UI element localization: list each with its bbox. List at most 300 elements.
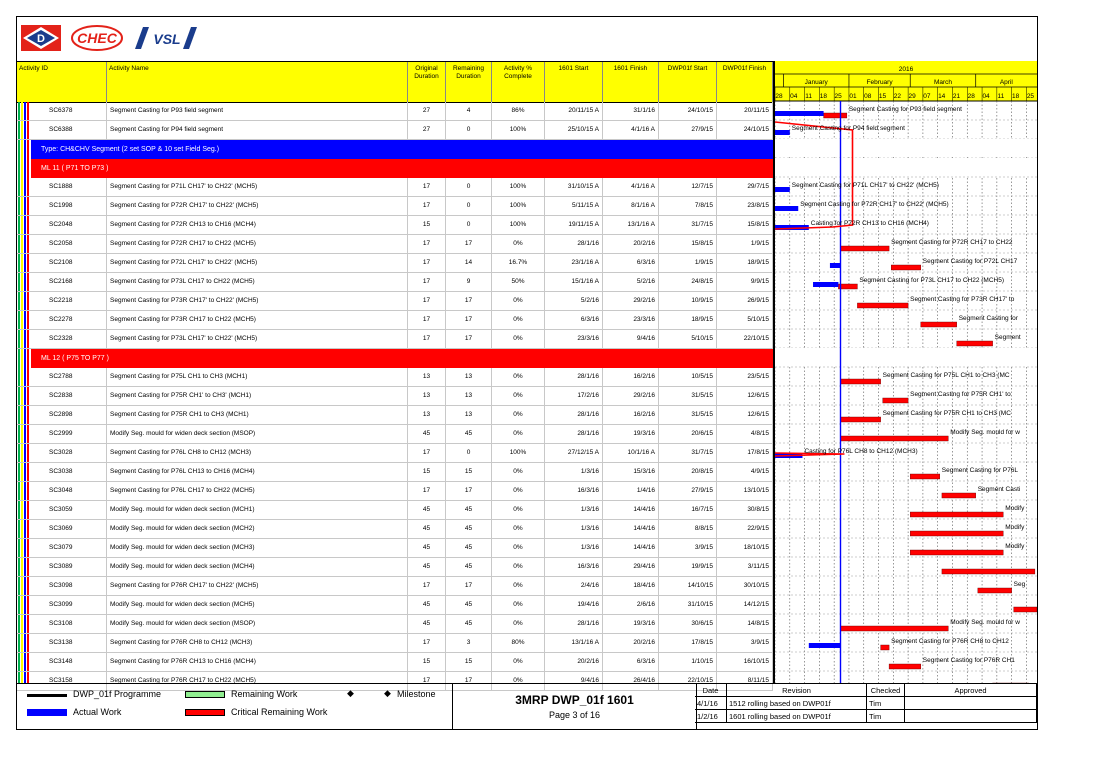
cell-fdwp: 23/8/15 xyxy=(717,197,773,215)
col-dwp01f-finish[interactable]: DWP01f Finish xyxy=(717,62,773,102)
cell-id: SC3138 xyxy=(31,634,107,652)
critical-bar xyxy=(824,113,847,118)
cell-od: 17 xyxy=(408,178,446,196)
table-row[interactable] xyxy=(17,406,773,425)
bar-label: Segment Casting for P94 field segment xyxy=(791,125,905,132)
cell-name: Modify Seg. mould for widen deck section (MSOP) xyxy=(107,615,408,633)
table-row[interactable] xyxy=(17,558,773,577)
cell-pct: 0% xyxy=(492,463,545,481)
actual-bar xyxy=(775,206,798,211)
cell-s1601: 23/1/16 A xyxy=(545,254,603,272)
col-remaining-duration[interactable]: Remaining Duration xyxy=(446,62,492,102)
critical-bar xyxy=(841,246,890,251)
col-activity-name[interactable]: Activity Name xyxy=(107,62,408,102)
timescale-month: February xyxy=(866,79,893,86)
critical-bar xyxy=(883,398,908,403)
cell-id: SC3158 xyxy=(31,672,107,690)
col-1601-finish[interactable]: 1601 Finish xyxy=(603,62,659,102)
cell-od: 13 xyxy=(408,406,446,424)
cell-fdwp: 12/6/15 xyxy=(717,406,773,424)
cell-id: SC2788 xyxy=(31,368,107,386)
cell-pct: 100% xyxy=(492,178,545,196)
cell-pct: 0% xyxy=(492,558,545,576)
cell-name: Segment Casting for P73R CH17' to CH22' (MCH5) xyxy=(107,292,408,310)
revision-header: Date xyxy=(695,684,727,697)
cell-id: SC2218 xyxy=(31,292,107,310)
cell-f1601: 5/2/16 xyxy=(603,273,659,291)
timescale-week: 07 xyxy=(923,93,931,100)
cell-sdwp: 14/10/15 xyxy=(659,577,717,595)
timescale-week: 11 xyxy=(805,93,812,100)
table-row[interactable] xyxy=(17,368,773,387)
table-row[interactable] xyxy=(17,197,773,216)
cell-rd: 45 xyxy=(446,615,492,633)
cell-id: SC6388 xyxy=(31,121,107,139)
cell-f1601: 10/1/16 A xyxy=(603,444,659,462)
timescale-week: 22 xyxy=(893,93,901,100)
cell-fdwp: 18/9/15 xyxy=(717,254,773,272)
bar-label: Seg xyxy=(1013,581,1026,588)
cell-sdwp: 30/6/15 xyxy=(659,615,717,633)
critical-bar xyxy=(838,284,857,289)
cell-s1601: 16/3/16 xyxy=(545,482,603,500)
cell-id: SC3089 xyxy=(31,558,107,576)
cell-fdwp: 9/9/15 xyxy=(717,273,773,291)
cell-s1601: 13/1/16 A xyxy=(545,634,603,652)
cell-sdwp: 16/7/15 xyxy=(659,501,717,519)
cell-s1601: 27/12/15 A xyxy=(545,444,603,462)
cell-name: Segment Casting for P76R CH8 to CH12 (MCH3) xyxy=(107,634,408,652)
cell-s1601: 1/3/16 xyxy=(545,520,603,538)
cell-od: 15 xyxy=(408,653,446,671)
cell-rd: 45 xyxy=(446,558,492,576)
cell-rd: 0 xyxy=(446,444,492,462)
cell-name: Segment Casting for P73L CH17' to CH22' (MCH5) xyxy=(107,330,408,348)
cell-pct: 50% xyxy=(492,273,545,291)
cell-rd: 13 xyxy=(446,368,492,386)
cell-s1601: 1/3/16 xyxy=(545,463,603,481)
cell-rd: 15 xyxy=(446,653,492,671)
cell-pct: 0% xyxy=(492,577,545,595)
timescale-week: 01 xyxy=(849,93,857,100)
schedule-sheet xyxy=(16,16,1038,730)
cell-f1601: 1/4/16 xyxy=(603,482,659,500)
cell-rd: 15 xyxy=(446,463,492,481)
cell-f1601: 20/2/16 xyxy=(603,235,659,253)
table-row[interactable] xyxy=(17,330,773,349)
cell-sdwp: 22/10/15 xyxy=(659,672,717,690)
cell-name: Segment Casting for P75R CH1' to CH3' (MCH1) xyxy=(107,387,408,405)
cell-fdwp: 15/8/15 xyxy=(717,216,773,234)
cell-f1601: 20/2/16 xyxy=(603,634,659,652)
cell-s1601: 1/3/16 xyxy=(545,501,603,519)
cell-name: Segment Casting for P72L CH17' to CH22' (MCH5) xyxy=(107,254,408,272)
cell-rd: 45 xyxy=(446,539,492,557)
cell-sdwp: 12/7/15 xyxy=(659,178,717,196)
cell-fdwp: 1/9/15 xyxy=(717,235,773,253)
cell-sdwp: 3/9/15 xyxy=(659,539,717,557)
cell-od: 17 xyxy=(408,254,446,272)
legend-programme-label: DWP_01f Programme xyxy=(73,689,162,699)
actual-bar xyxy=(830,263,841,268)
cell-s1601: 2/4/16 xyxy=(545,577,603,595)
legend-programme-swatch xyxy=(27,694,67,697)
cell-pct: 0% xyxy=(492,539,545,557)
legend-actual-swatch xyxy=(27,709,67,716)
timescale-week: 04 xyxy=(982,93,990,100)
cell-rd: 45 xyxy=(446,425,492,443)
table-header xyxy=(17,61,773,103)
cell-f1601: 29/2/16 xyxy=(603,387,659,405)
cell-pct: 0% xyxy=(492,292,545,310)
cell-f1601: 9/4/16 xyxy=(603,330,659,348)
cell-pct: 100% xyxy=(492,121,545,139)
cell-s1601: 28/1/16 xyxy=(545,406,603,424)
table-row[interactable] xyxy=(17,178,773,197)
actual-bar xyxy=(775,111,824,116)
cell-name: Segment Casting for P76L CH17 to CH22 (MCH5) xyxy=(107,482,408,500)
cell-f1601: 23/3/16 xyxy=(603,311,659,329)
cell-s1601: 5/11/15 A xyxy=(545,197,603,215)
cell-id: SC3148 xyxy=(31,653,107,671)
timescale-week: 18 xyxy=(819,93,827,100)
cell-id: SC3108 xyxy=(31,615,107,633)
cell-pct: 0% xyxy=(492,368,545,386)
table-row[interactable] xyxy=(17,634,773,653)
cell-sdwp: 31/7/15 xyxy=(659,216,717,234)
critical-bar xyxy=(841,379,881,384)
cell-name: Modify Seg. mould for widen deck section (MSOP) xyxy=(107,425,408,443)
cell-sdwp: 20/8/15 xyxy=(659,463,717,481)
table-row[interactable] xyxy=(17,653,773,672)
cell-f1601: 6/3/16 xyxy=(603,653,659,671)
bar-label: Segment Casting for P71L CH17' to CH22' (MCH5) xyxy=(791,182,939,189)
cell-s1601: 28/1/16 xyxy=(545,368,603,386)
cell-name: Segment Casting for P75L CH1 to CH3 (MCH1) xyxy=(107,368,408,386)
cell-s1601: 9/4/16 xyxy=(545,672,603,690)
cell-fdwp: 20/11/15 xyxy=(717,102,773,120)
legend-milestone-label: Milestone xyxy=(397,689,436,699)
cell-pct: 100% xyxy=(492,197,545,215)
cell-fdwp: 23/5/15 xyxy=(717,368,773,386)
cell-rd: 0 xyxy=(446,121,492,139)
table-row[interactable] xyxy=(17,596,773,615)
cell-pct: 0% xyxy=(492,311,545,329)
cell-name: Segment Casting for P76R CH17' to CH22' (MCH5) xyxy=(107,577,408,595)
timescale-year: 2016 xyxy=(898,66,914,73)
cell-fdwp: 22/9/15 xyxy=(717,520,773,538)
cell-name: Segment Casting for P94 field segment xyxy=(107,121,408,139)
table-row[interactable] xyxy=(17,482,773,501)
svg-text:VSL: VSL xyxy=(153,31,181,47)
critical-bar xyxy=(1014,607,1037,612)
chec-logo-icon xyxy=(71,25,123,51)
cell-rd: 4 xyxy=(446,102,492,120)
legend-remaining-swatch xyxy=(185,691,225,698)
cell-id: SC3069 xyxy=(31,520,107,538)
cell-od: 45 xyxy=(408,425,446,443)
revision-cell: 1512 rolling based on DWP01f xyxy=(727,697,867,710)
cell-sdwp: 24/10/15 xyxy=(659,102,717,120)
group-band-ml[interactable]: ML 11 ( P71 TO P73 ) xyxy=(31,159,773,178)
cell-id: SC3079 xyxy=(31,539,107,557)
critical-bar xyxy=(891,265,921,270)
cell-sdwp: 31/5/15 xyxy=(659,406,717,424)
revision-header: Revision xyxy=(727,684,867,697)
timescale-week: 21 xyxy=(952,93,961,100)
cell-f1601: 2/6/16 xyxy=(603,596,659,614)
cell-rd: 17 xyxy=(446,235,492,253)
cell-rd: 17 xyxy=(446,292,492,310)
cell-id: SC3028 xyxy=(31,444,107,462)
table-row[interactable] xyxy=(17,311,773,330)
critical-bar xyxy=(881,645,889,650)
svg-text:D: D xyxy=(37,33,45,45)
cell-pct: 0% xyxy=(492,235,545,253)
revision-cell: Tim xyxy=(867,710,905,723)
bar-label: Modify Seg. mould for w xyxy=(950,429,1020,436)
cell-sdwp: 17/8/15 xyxy=(659,634,717,652)
actual-bar xyxy=(809,643,841,648)
cell-id: SC3059 xyxy=(31,501,107,519)
cell-id: SC2328 xyxy=(31,330,107,348)
cell-id: SC2048 xyxy=(31,216,107,234)
legend-actual-label: Actual Work xyxy=(73,707,122,717)
cell-f1601: 4/1/16 A xyxy=(603,178,659,196)
bar-label: Segment Casting for P72R CH17 to CH22 xyxy=(891,239,1013,246)
cell-sdwp: 1/9/15 xyxy=(659,254,717,272)
timescale-month: March xyxy=(933,79,953,86)
actual-bar xyxy=(775,187,790,192)
cell-s1601: 20/2/16 xyxy=(545,653,603,671)
table-row[interactable] xyxy=(17,520,773,539)
logo-bar xyxy=(17,17,1037,61)
cell-fdwp: 14/8/15 xyxy=(717,615,773,633)
cell-id: SC3048 xyxy=(31,482,107,500)
cell-sdwp: 20/6/15 xyxy=(659,425,717,443)
cell-f1601: 29/2/16 xyxy=(603,292,659,310)
cell-id: SC3099 xyxy=(31,596,107,614)
cell-f1601: 18/4/16 xyxy=(603,577,659,595)
col-1601-start[interactable]: 1601 Start xyxy=(545,62,603,102)
cell-f1601: 29/4/16 xyxy=(603,558,659,576)
table-row[interactable] xyxy=(17,615,773,634)
legend-critical-label: Critical Remaining Work xyxy=(231,707,328,717)
cell-pct: 0% xyxy=(492,501,545,519)
bar-label: Segment Casting for P76L xyxy=(941,467,1019,474)
table-row[interactable] xyxy=(17,273,773,292)
footer xyxy=(17,683,1037,730)
cell-pct: 100% xyxy=(492,216,545,234)
revision-header: Checked xyxy=(867,684,905,697)
cell-od: 45 xyxy=(408,596,446,614)
timescale-week: 25 xyxy=(834,93,842,100)
cell-fdwp: 4/8/15 xyxy=(717,425,773,443)
cell-s1601: 25/10/15 A xyxy=(545,121,603,139)
cell-fdwp: 8/11/15 xyxy=(717,672,773,690)
svg-text:CHEC: CHEC xyxy=(77,30,117,46)
bar-label: Modify xyxy=(1005,505,1025,512)
cell-id: SC2898 xyxy=(31,406,107,424)
critical-bar xyxy=(921,322,957,327)
group-band-ml[interactable]: ML 12 ( P75 TO P77 ) xyxy=(31,349,773,368)
table-row[interactable] xyxy=(17,216,773,235)
actual-bar xyxy=(813,282,838,287)
col-dwp01f-start[interactable]: DWP01f Start xyxy=(659,62,717,102)
timescale-week: 11 xyxy=(997,93,1005,100)
cell-pct: 0% xyxy=(492,615,545,633)
cell-id: SC2278 xyxy=(31,311,107,329)
cell-name: Segment Casting for P76L CH13 to CH16 (MCH4) xyxy=(107,463,408,481)
actual-bar xyxy=(775,130,790,135)
cell-od: 45 xyxy=(408,615,446,633)
timescale-week: 28 xyxy=(775,93,783,100)
cell-name: Modify Seg. mould for widen deck section (MCH2) xyxy=(107,520,408,538)
cell-sdwp: 10/5/15 xyxy=(659,368,717,386)
bar-label: Segment Casting for P75L CH1 to CH3 (MC xyxy=(882,372,1010,379)
cell-fdwp: 30/10/15 xyxy=(717,577,773,595)
bar-label: Modify Seg. mould for w xyxy=(950,619,1020,626)
cell-s1601: 1/3/16 xyxy=(545,539,603,557)
cell-f1601: 13/1/16 A xyxy=(603,216,659,234)
bar-label: Segment Casting for P72L CH17 xyxy=(922,258,1018,265)
critical-bar xyxy=(841,436,949,441)
milestone-icon-2: ◆ xyxy=(384,688,391,698)
cell-pct: 80% xyxy=(492,634,545,652)
revision-cell xyxy=(905,710,1037,723)
cell-fdwp: 5/10/15 xyxy=(717,311,773,329)
table-row[interactable] xyxy=(17,501,773,520)
cell-name: Segment Casting for P76R CH13 to CH16 (MCH4) xyxy=(107,653,408,671)
cell-rd: 17 xyxy=(446,330,492,348)
cell-od: 17 xyxy=(408,292,446,310)
band-row-area xyxy=(775,139,1037,157)
table-row[interactable] xyxy=(17,577,773,596)
cell-rd: 17 xyxy=(446,672,492,690)
timescale-week: 08 xyxy=(864,93,872,100)
cell-sdwp: 5/10/15 xyxy=(659,330,717,348)
vsl-logo-icon xyxy=(133,25,201,51)
cell-od: 17 xyxy=(408,672,446,690)
cell-fdwp: 14/12/15 xyxy=(717,596,773,614)
table-row[interactable] xyxy=(17,387,773,406)
group-band-type[interactable]: Type: CH&CHV Segment (2 set SOP & 10 set Field Seg.) xyxy=(31,140,773,159)
cell-f1601: 26/4/16 xyxy=(603,672,659,690)
cell-od: 45 xyxy=(408,520,446,538)
timescale-week: 14 xyxy=(938,93,946,100)
cell-s1601: 19/4/16 xyxy=(545,596,603,614)
bar-label: Modify xyxy=(1005,543,1025,550)
cell-fdwp: 17/8/15 xyxy=(717,444,773,462)
cell-name: Modify Seg. mould for widen deck section (MCH1) xyxy=(107,501,408,519)
cell-f1601: 14/4/16 xyxy=(603,520,659,538)
dragages-logo-icon xyxy=(21,25,61,51)
table-row[interactable] xyxy=(17,235,773,254)
cell-name: Segment Casting for P73L CH17 to CH22 (MCH5) xyxy=(107,273,408,291)
cell-name: Modify Seg. mould for widen deck section (MCH4) xyxy=(107,558,408,576)
cell-name: Modify Seg. mould for widen deck section (MCH3) xyxy=(107,539,408,557)
col-activity-id[interactable]: Activity ID xyxy=(17,62,107,102)
cell-sdwp: 31/10/15 xyxy=(659,596,717,614)
cell-pct: 0% xyxy=(492,653,545,671)
cell-fdwp: 12/6/15 xyxy=(717,387,773,405)
critical-bar xyxy=(889,664,921,669)
cell-rd: 0 xyxy=(446,216,492,234)
table-row[interactable] xyxy=(17,444,773,463)
cell-rd: 45 xyxy=(446,520,492,538)
revision-cell: Tim xyxy=(867,697,905,710)
cell-sdwp: 19/9/15 xyxy=(659,558,717,576)
cell-id: SC3098 xyxy=(31,577,107,595)
table-row[interactable] xyxy=(17,463,773,482)
cell-fdwp: 29/7/15 xyxy=(717,178,773,196)
gantt-chart xyxy=(773,61,1037,683)
cell-id: SC2058 xyxy=(31,235,107,253)
cell-pct: 0% xyxy=(492,596,545,614)
cell-f1601: 16/2/16 xyxy=(603,368,659,386)
critical-bar xyxy=(841,626,949,631)
critical-bar xyxy=(957,341,993,346)
table-row[interactable] xyxy=(17,254,773,273)
cell-f1601: 19/3/16 xyxy=(603,615,659,633)
cell-fdwp: 4/9/15 xyxy=(717,463,773,481)
col-percent-complete[interactable]: Activity % Complete xyxy=(492,62,545,102)
cell-id: SC2838 xyxy=(31,387,107,405)
col-original-duration[interactable]: Original Duration xyxy=(408,62,446,102)
cell-sdwp: 27/9/15 xyxy=(659,121,717,139)
cell-od: 45 xyxy=(408,501,446,519)
cell-pct: 100% xyxy=(492,444,545,462)
table-row[interactable] xyxy=(17,121,773,140)
cell-od: 45 xyxy=(408,539,446,557)
cell-f1601: 6/3/16 xyxy=(603,254,659,272)
cell-s1601: 28/1/16 xyxy=(545,235,603,253)
cell-fdwp: 24/10/15 xyxy=(717,121,773,139)
cell-pct: 0% xyxy=(492,672,545,690)
band-row-area xyxy=(775,158,1037,176)
cell-name: Segment Casting for P76L CH8 to CH12 (MCH3) xyxy=(107,444,408,462)
table-row[interactable] xyxy=(17,425,773,444)
cell-od: 15 xyxy=(408,463,446,481)
cell-od: 15 xyxy=(408,216,446,234)
cell-rd: 13 xyxy=(446,406,492,424)
cell-sdwp: 31/5/15 xyxy=(659,387,717,405)
timescale-week: 29 xyxy=(908,93,916,100)
cell-rd: 0 xyxy=(446,178,492,196)
cell-od: 17 xyxy=(408,197,446,215)
cell-fdwp: 3/9/15 xyxy=(717,634,773,652)
cell-id: SC6378 xyxy=(31,102,107,120)
cell-pct: 0% xyxy=(492,482,545,500)
cell-f1601: 16/2/16 xyxy=(603,406,659,424)
critical-bar xyxy=(910,512,1003,517)
cell-s1601: 28/1/16 xyxy=(545,615,603,633)
cell-sdwp: 24/8/15 xyxy=(659,273,717,291)
cell-f1601: 14/4/16 xyxy=(603,539,659,557)
cell-s1601: 19/11/15 A xyxy=(545,216,603,234)
table-row[interactable] xyxy=(17,539,773,558)
critical-bar xyxy=(978,588,1012,593)
cell-rd: 13 xyxy=(446,387,492,405)
timescale-week: 28 xyxy=(967,93,975,100)
cell-od: 17 xyxy=(408,235,446,253)
gantt-svg xyxy=(775,61,1037,683)
table-row[interactable] xyxy=(17,292,773,311)
table-row[interactable] xyxy=(17,102,773,121)
revision-cell: 1/2/16 xyxy=(695,710,727,723)
bar-label: Casting for P72R CH13 to CH16 (MCH4) xyxy=(810,220,929,227)
cell-od: 17 xyxy=(408,444,446,462)
